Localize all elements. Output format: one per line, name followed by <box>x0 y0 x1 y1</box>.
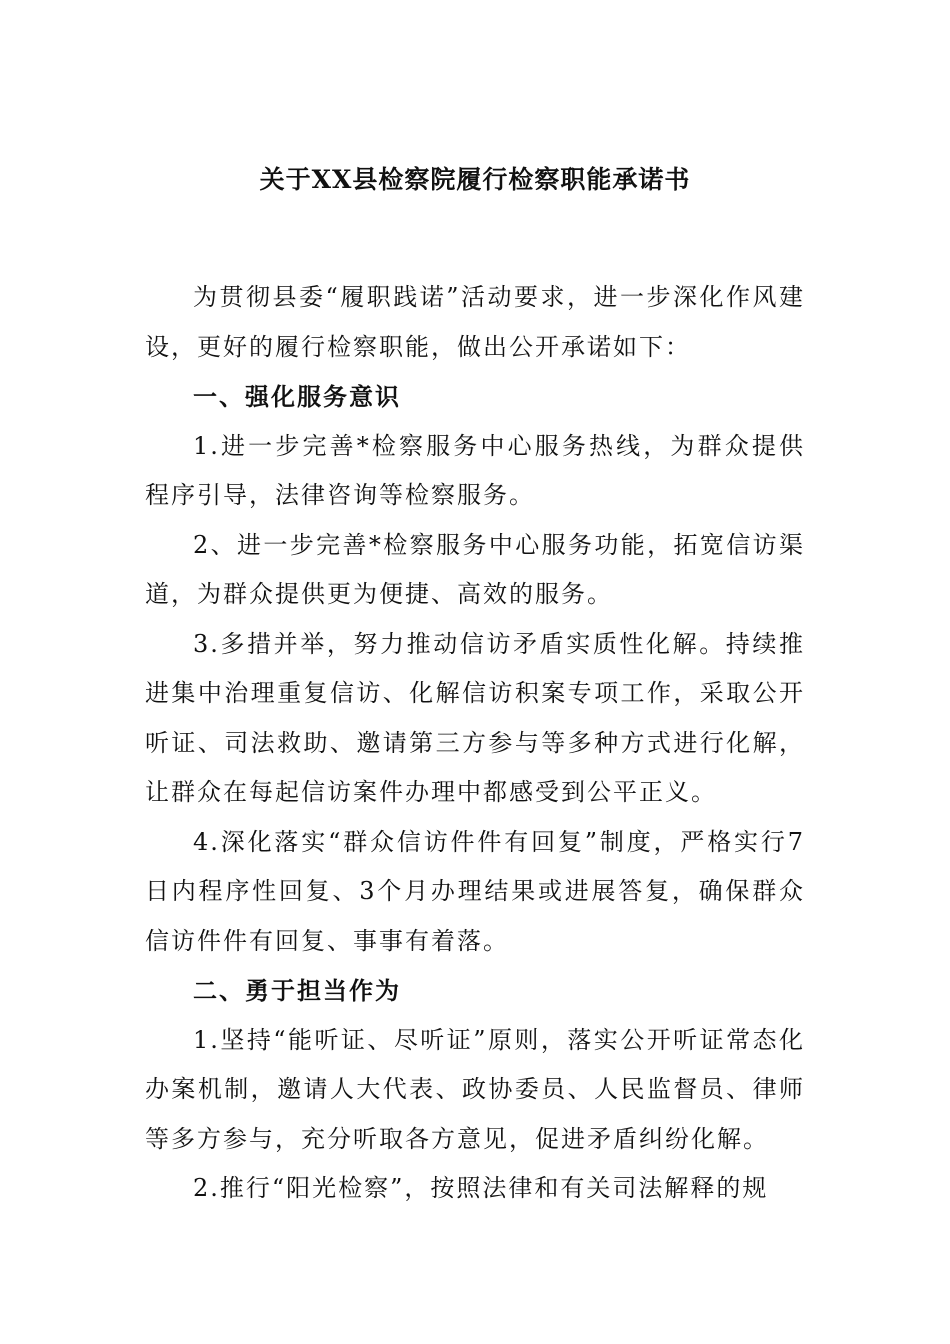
section-heading: 一、强化服务意识 <box>193 382 401 411</box>
list-item: 1.坚持“能听证、尽听证”原则，落实公开听证常态化办案机制，邀请人大代表、政协委员、人民监督员、律师等多方参与，充分听取各方意见，促进矛盾纠纷化解。 <box>145 1025 805 1153</box>
document-body <box>145 273 805 1214</box>
list-item: 2、进一步完善*检察服务中心服务功能，拓宽信访渠道，为群众提供更为便捷、高效的服务。 <box>145 530 805 608</box>
section-heading: 二、勇于担当作为 <box>193 976 401 1005</box>
list-item: 3.多措并举，努力推动信访矛盾实质性化解。持续推进集中治理重复信访、化解信访积案专项工作，采取公开听证、司法救助、邀请第三方参与等多种方式进行化解，让群众在每起信访案件办理中都感受到公平正义。 <box>145 629 805 806</box>
list-item: 2.推行“阳光检察”，按照法律和有关司法解释的规 <box>193 1174 769 1202</box>
list-item: 1.进一步完善*检察服务中心服务热线，为群众提供程序引导，法律咨询等检察服务。 <box>145 431 805 509</box>
document-title: 关于XX县检察院履行检察职能承诺书 <box>259 165 691 194</box>
intro-paragraph: 为贯彻县委“履职践诺”活动要求，进一步深化作风建设，更好的履行检察职能，做出公开承诺如下： <box>145 283 805 361</box>
list-item: 4.深化落实“群众信访件件有回复”制度，严格实行7日内程序性回复、3个月办理结果或进展答复，确保群众信访件件有回复、事事有着落。 <box>145 827 805 955</box>
